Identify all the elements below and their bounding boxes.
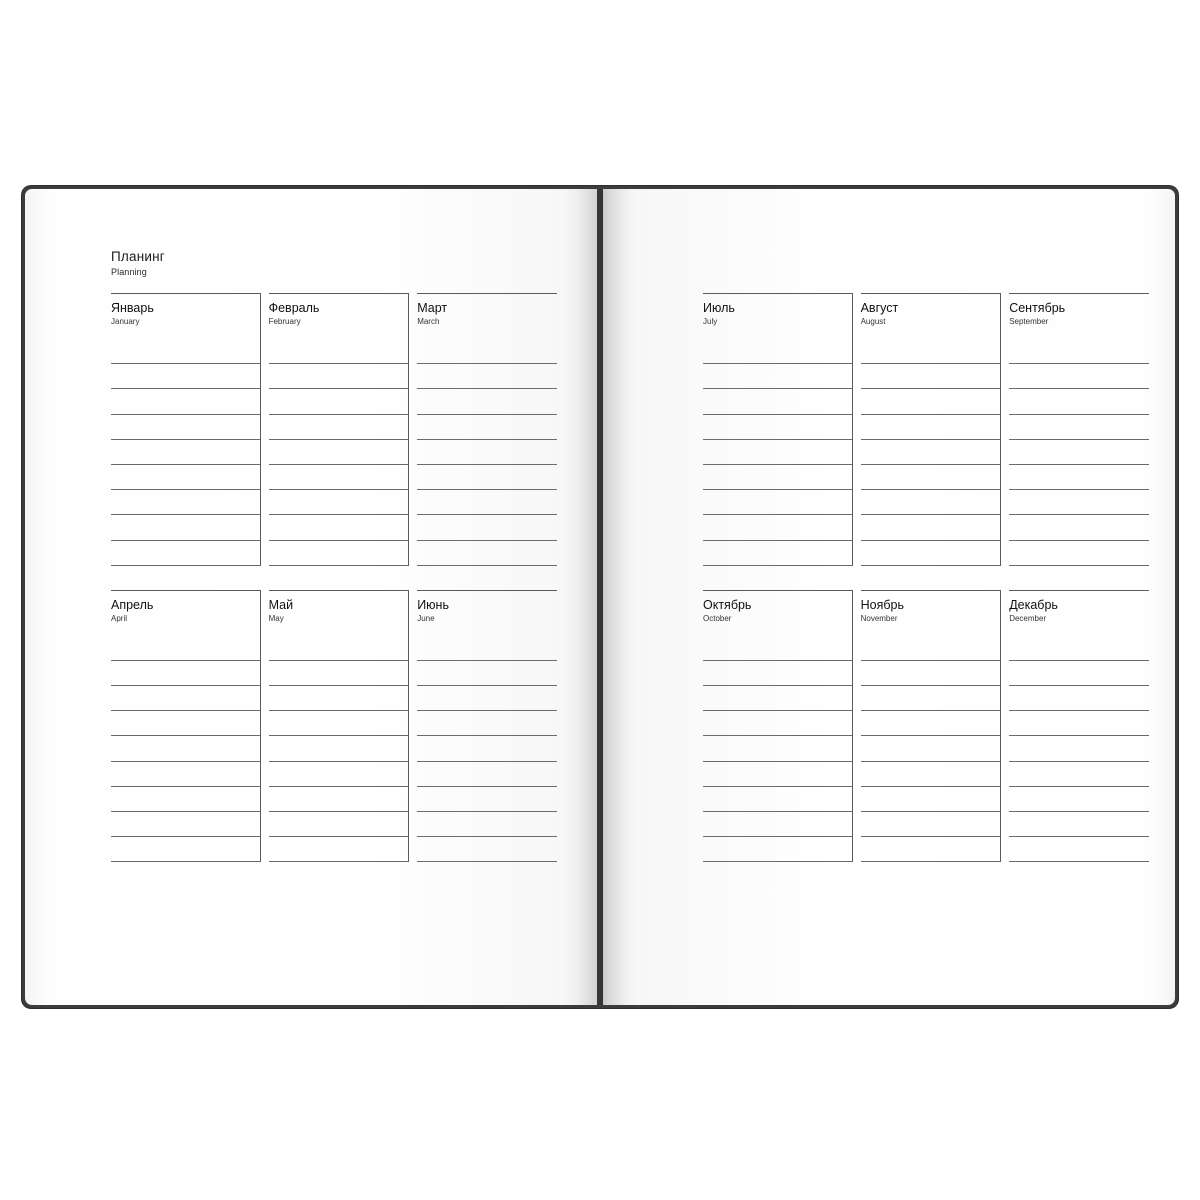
- month-name-en: May: [268, 614, 284, 624]
- month-name-ru: Май: [268, 597, 294, 612]
- writing-line[interactable]: [417, 490, 557, 515]
- open-notebook: [22, 186, 1178, 1008]
- page-title-block-right: [703, 249, 1149, 293]
- writing-line[interactable]: [703, 465, 852, 490]
- writing-line[interactable]: [1009, 490, 1149, 515]
- month-name-ru: Ноябрь: [860, 597, 904, 612]
- writing-lines[interactable]: [111, 339, 260, 566]
- writing-line[interactable]: [269, 661, 409, 686]
- writing-line[interactable]: [1009, 440, 1149, 465]
- writing-line[interactable]: [417, 465, 557, 490]
- month-cell-september[interactable]: [1000, 293, 1149, 566]
- writing-line[interactable]: [703, 736, 852, 761]
- writing-line[interactable]: [1009, 686, 1149, 711]
- writing-line[interactable]: [269, 541, 409, 566]
- writing-line[interactable]: [111, 686, 260, 711]
- month-header: [703, 293, 852, 339]
- month-header: [1009, 293, 1149, 339]
- month-name-ru: Декабрь: [1009, 597, 1058, 612]
- month-name-en: April: [111, 614, 128, 624]
- writing-line[interactable]: [1009, 389, 1149, 414]
- writing-lines[interactable]: [861, 636, 1001, 863]
- writing-line[interactable]: [1009, 736, 1149, 761]
- writing-lines[interactable]: [111, 636, 260, 863]
- writing-line[interactable]: [861, 364, 1001, 389]
- writing-line[interactable]: [1009, 661, 1149, 686]
- writing-line[interactable]: [417, 661, 557, 686]
- writing-line[interactable]: [417, 339, 557, 364]
- month-row-q3: [703, 293, 1149, 566]
- writing-line[interactable]: [111, 440, 260, 465]
- month-name-ru: Октябрь: [703, 597, 752, 612]
- writing-line[interactable]: [269, 837, 409, 862]
- writing-line[interactable]: [269, 440, 409, 465]
- writing-line[interactable]: [417, 812, 557, 837]
- writing-line[interactable]: [269, 762, 409, 787]
- writing-line[interactable]: [861, 515, 1001, 540]
- writing-line[interactable]: [703, 837, 852, 862]
- writing-line[interactable]: [703, 762, 852, 787]
- writing-line[interactable]: [417, 415, 557, 440]
- writing-line[interactable]: [269, 812, 409, 837]
- writing-line[interactable]: [111, 541, 260, 566]
- writing-line[interactable]: [417, 762, 557, 787]
- writing-line[interactable]: [269, 364, 409, 389]
- writing-line[interactable]: [861, 636, 1001, 661]
- writing-line[interactable]: [269, 636, 409, 661]
- month-header: [1009, 590, 1149, 636]
- writing-line[interactable]: [703, 711, 852, 736]
- month-header: [417, 293, 557, 339]
- writing-line[interactable]: [1009, 515, 1149, 540]
- month-cell-march[interactable]: [408, 293, 557, 566]
- writing-line[interactable]: [1009, 837, 1149, 862]
- planning-sheet-right: [703, 249, 1149, 862]
- writing-line[interactable]: [861, 541, 1001, 566]
- writing-line[interactable]: [861, 812, 1001, 837]
- month-cell-june[interactable]: [408, 590, 557, 863]
- writing-line[interactable]: [703, 787, 852, 812]
- writing-line[interactable]: [1009, 636, 1149, 661]
- writing-line[interactable]: [1009, 364, 1149, 389]
- writing-line[interactable]: [269, 515, 409, 540]
- writing-line[interactable]: [703, 389, 852, 414]
- writing-line[interactable]: [269, 389, 409, 414]
- page-title-block: [111, 249, 557, 293]
- notebook-page-right: [603, 189, 1175, 1005]
- month-row-q1: [111, 293, 557, 566]
- month-name-ru: Август: [860, 301, 899, 315]
- month-cell-august[interactable]: [852, 293, 1001, 566]
- month-name-ru: Февраль: [268, 301, 320, 315]
- writing-line[interactable]: [417, 541, 557, 566]
- writing-line[interactable]: [417, 440, 557, 465]
- writing-line[interactable]: [703, 490, 852, 515]
- writing-line[interactable]: [1009, 541, 1149, 566]
- writing-line[interactable]: [111, 837, 260, 862]
- writing-line[interactable]: [703, 686, 852, 711]
- writing-line[interactable]: [111, 415, 260, 440]
- writing-lines[interactable]: [269, 636, 409, 863]
- writing-line[interactable]: [269, 736, 409, 761]
- writing-line[interactable]: [1009, 711, 1149, 736]
- writing-line[interactable]: [111, 711, 260, 736]
- month-name-ru: Апрель: [111, 597, 154, 612]
- planning-sheet-left: [111, 249, 557, 862]
- writing-line[interactable]: [111, 636, 260, 661]
- month-name-ru: Март: [417, 301, 448, 315]
- writing-line[interactable]: [269, 415, 409, 440]
- page-title: Планинг: [111, 249, 165, 264]
- month-name-en: September: [1009, 317, 1049, 327]
- writing-line[interactable]: [417, 515, 557, 540]
- writing-line[interactable]: [861, 762, 1001, 787]
- writing-line[interactable]: [417, 389, 557, 414]
- writing-line[interactable]: [1009, 762, 1149, 787]
- writing-line[interactable]: [1009, 787, 1149, 812]
- writing-line[interactable]: [703, 364, 852, 389]
- month-cell-november[interactable]: [852, 590, 1001, 863]
- writing-line[interactable]: [111, 490, 260, 515]
- month-name-en: June: [417, 614, 435, 624]
- writing-line[interactable]: [269, 686, 409, 711]
- writing-line[interactable]: [861, 389, 1001, 414]
- writing-line[interactable]: [861, 787, 1001, 812]
- month-cell-february[interactable]: [260, 293, 409, 566]
- writing-line[interactable]: [861, 415, 1001, 440]
- writing-line[interactable]: [417, 787, 557, 812]
- writing-line[interactable]: [417, 686, 557, 711]
- writing-line[interactable]: [703, 812, 852, 837]
- writing-line[interactable]: [703, 415, 852, 440]
- month-cell-january[interactable]: [111, 293, 260, 566]
- notebook-page-left: [25, 189, 597, 1005]
- writing-line[interactable]: [861, 686, 1001, 711]
- writing-line[interactable]: [861, 339, 1001, 364]
- month-name-en: December: [1009, 614, 1047, 624]
- writing-line[interactable]: [703, 541, 852, 566]
- writing-line[interactable]: [703, 636, 852, 661]
- writing-line[interactable]: [861, 661, 1001, 686]
- writing-lines[interactable]: [269, 339, 409, 566]
- writing-lines[interactable]: [861, 339, 1001, 566]
- writing-line[interactable]: [269, 711, 409, 736]
- writing-line[interactable]: [861, 490, 1001, 515]
- writing-line[interactable]: [269, 490, 409, 515]
- writing-line[interactable]: [703, 515, 852, 540]
- writing-line[interactable]: [269, 465, 409, 490]
- writing-line[interactable]: [703, 440, 852, 465]
- writing-line[interactable]: [417, 364, 557, 389]
- writing-line[interactable]: [703, 339, 852, 364]
- month-cell-july[interactable]: [703, 293, 852, 566]
- writing-line[interactable]: [1009, 812, 1149, 837]
- month-cell-december[interactable]: [1000, 590, 1149, 863]
- month-name-en: March: [417, 317, 440, 327]
- page-subtitle: Planning: [111, 266, 147, 277]
- month-name-en: November: [860, 614, 898, 624]
- writing-line[interactable]: [417, 837, 557, 862]
- month-name-en: February: [268, 317, 301, 327]
- writing-line[interactable]: [111, 661, 260, 686]
- writing-line[interactable]: [861, 837, 1001, 862]
- month-header: [861, 293, 1001, 339]
- month-name-en: October: [703, 614, 732, 624]
- month-header: [269, 590, 409, 636]
- writing-line[interactable]: [417, 736, 557, 761]
- month-name-ru: Июль: [703, 301, 735, 315]
- month-header: [861, 590, 1001, 636]
- writing-line[interactable]: [417, 636, 557, 661]
- writing-line[interactable]: [111, 515, 260, 540]
- writing-lines[interactable]: [1009, 636, 1149, 863]
- writing-line[interactable]: [111, 736, 260, 761]
- writing-line[interactable]: [111, 812, 260, 837]
- writing-lines[interactable]: [1009, 339, 1149, 566]
- writing-line[interactable]: [111, 465, 260, 490]
- writing-line[interactable]: [111, 787, 260, 812]
- month-cell-may[interactable]: [260, 590, 409, 863]
- writing-line[interactable]: [111, 762, 260, 787]
- month-name-ru: Январь: [111, 301, 154, 315]
- month-name-ru: Июнь: [417, 597, 449, 612]
- month-row-q4: [703, 590, 1149, 863]
- month-row-q2: [111, 590, 557, 863]
- month-cell-october[interactable]: [703, 590, 852, 863]
- writing-line[interactable]: [417, 711, 557, 736]
- writing-line[interactable]: [111, 364, 260, 389]
- month-header: [703, 590, 852, 636]
- writing-line[interactable]: [861, 711, 1001, 736]
- writing-lines[interactable]: [703, 636, 852, 863]
- month-name-ru: Сентябрь: [1009, 301, 1066, 315]
- writing-lines[interactable]: [703, 339, 852, 566]
- writing-line[interactable]: [111, 339, 260, 364]
- writing-lines[interactable]: [417, 339, 557, 566]
- writing-line[interactable]: [269, 339, 409, 364]
- month-name-en: January: [111, 317, 140, 327]
- writing-line[interactable]: [703, 661, 852, 686]
- month-header: [417, 590, 557, 636]
- month-header: [269, 293, 409, 339]
- month-name-en: August: [860, 317, 886, 327]
- writing-line[interactable]: [1009, 339, 1149, 364]
- writing-line[interactable]: [111, 389, 260, 414]
- writing-lines[interactable]: [417, 636, 557, 863]
- writing-line[interactable]: [1009, 465, 1149, 490]
- month-cell-april[interactable]: [111, 590, 260, 863]
- writing-line[interactable]: [861, 736, 1001, 761]
- writing-line[interactable]: [861, 440, 1001, 465]
- month-name-en: July: [703, 317, 718, 327]
- writing-line[interactable]: [269, 787, 409, 812]
- writing-line[interactable]: [1009, 415, 1149, 440]
- month-header: [111, 590, 260, 636]
- writing-line[interactable]: [861, 465, 1001, 490]
- month-header: [111, 293, 260, 339]
